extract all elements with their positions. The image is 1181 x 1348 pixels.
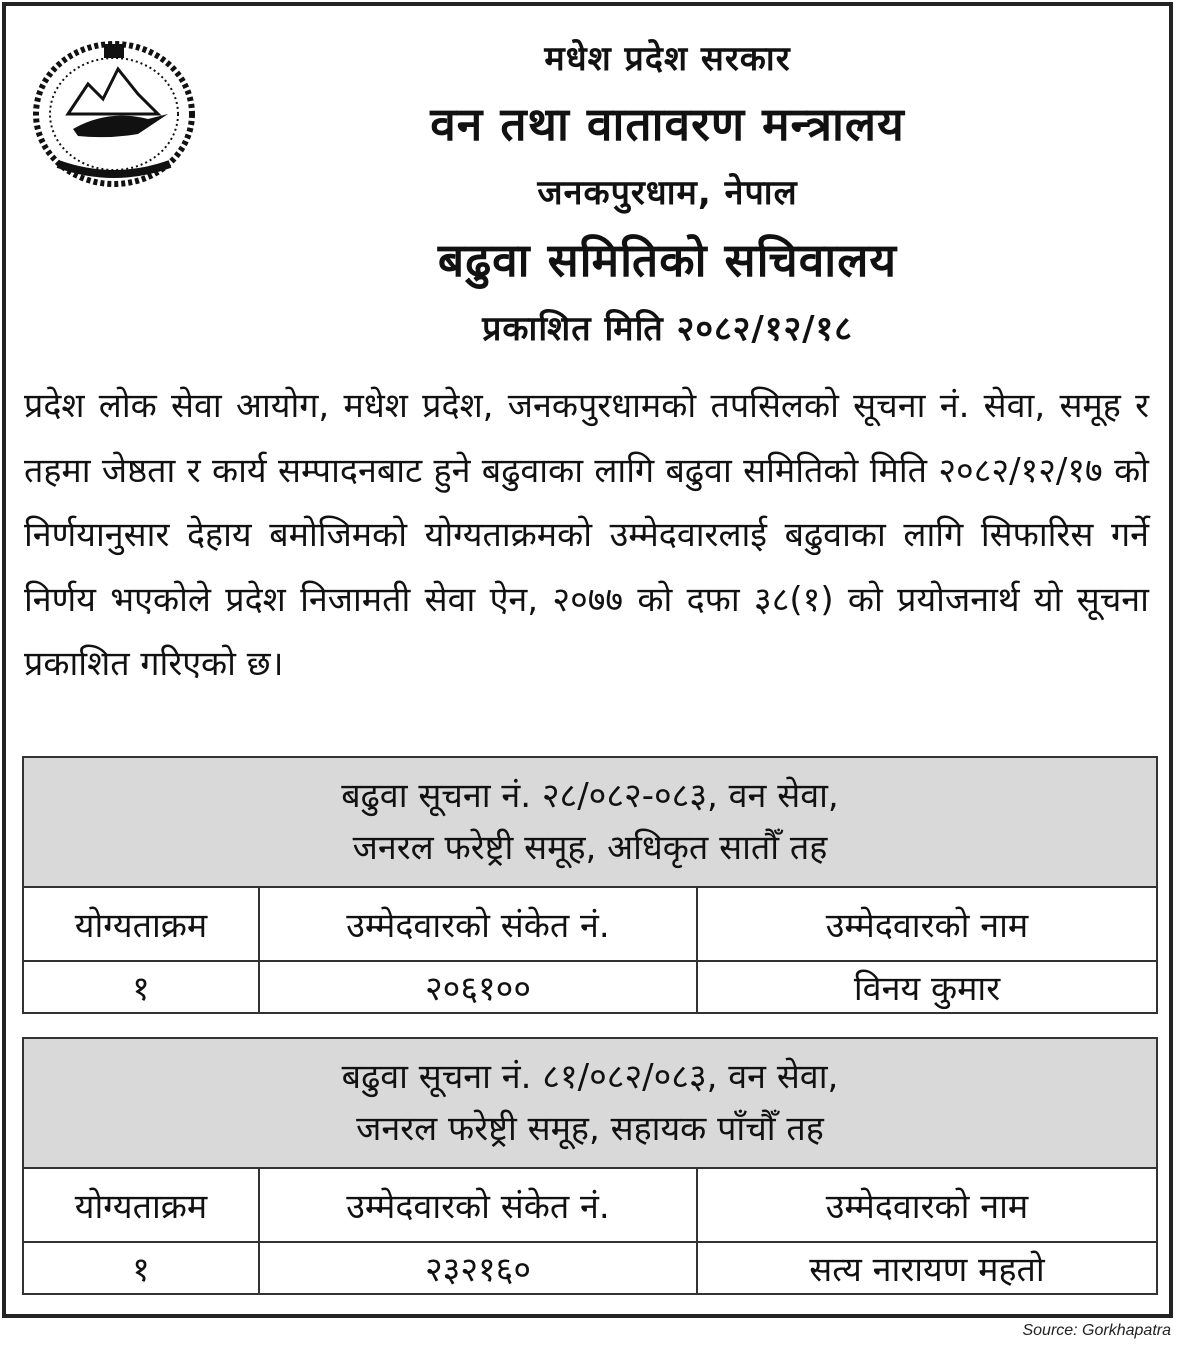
column-header-name: उम्मेदवारको नाम [697,1168,1157,1242]
notice-body: प्रदेश लोक सेवा आयोग, मधेश प्रदेश, जनकपुरधामको तपसिलको सूचना नं. सेवा, समूह र तहमा जेष्ठता र कार्य सम्पादनबाट हुने बढुवाका लागि बढुवा समितिको मिति २०८२/१२/१७ को निर्णयानुसार देहाय बमोजिमको योग्यताक्रमको उम्मेदवारलाई बढुवाका लागि सिफारिस गर्ने निर्णय भएकोले प्रदेश निजामती सेवा ऐन, २०७७ को दफा ३८(१) को प्रयोजनार्थ यो सूचना प्रकाशित गरिएको छ। [24,386,1149,684]
column-header-code: उम्मेदवारको संकेत नं. [259,887,697,961]
table-title-line1: बढुवा सूचना नं. २८/०८२-०८३, वन सेवा, [341,776,839,816]
promotion-table-2 [22,1037,1158,1295]
column-header-rank: योग्यताक्रम [23,887,259,961]
cell-name: विनय कुमार [697,961,1157,1013]
notice-header [206,26,1129,350]
column-header-name: उम्मेदवारको नाम [697,887,1157,961]
cell-code: २०६१०० [259,961,697,1013]
cell-rank: १ [23,961,259,1013]
table-title-line2: जनरल फरेष्ट्री समूह, अधिकृत सातौँ तह [352,828,828,868]
ministry-name: वन तथा वातावरण मन्त्रालय [430,97,905,151]
office-name: बढुवा समितिको सचिवालय [437,233,898,287]
published-date: प्रकाशित मिति २०८२/१२/१८ [482,309,853,349]
location: जनकपुरधाम, नेपाल [537,173,798,213]
table-title [23,757,1157,887]
column-header-code: उम्मेदवारको संकेत नं. [259,1168,697,1242]
table-title [23,1038,1157,1168]
cell-rank: १ [23,1242,259,1294]
table-row [23,1242,1157,1294]
nepal-government-emblem-icon [28,34,200,194]
cell-code: २३२१६० [259,1242,697,1294]
source-credit: Source: Gorkhapatra [1022,1322,1171,1339]
promotion-table-1 [22,756,1158,1014]
column-header-rank: योग्यताक्रम [23,1168,259,1242]
table-title-line1: बढुवा सूचना नं. ८१/०८२/०८३, वन सेवा, [341,1057,839,1097]
table-row [23,961,1157,1013]
table-title-line2: जनरल फरेष्ट्री समूह, सहायक पाँचौँ तह [356,1109,824,1149]
cell-name: सत्य नारायण महतो [697,1242,1157,1294]
government-name: मधेश प्रदेश सरकार [544,39,791,79]
